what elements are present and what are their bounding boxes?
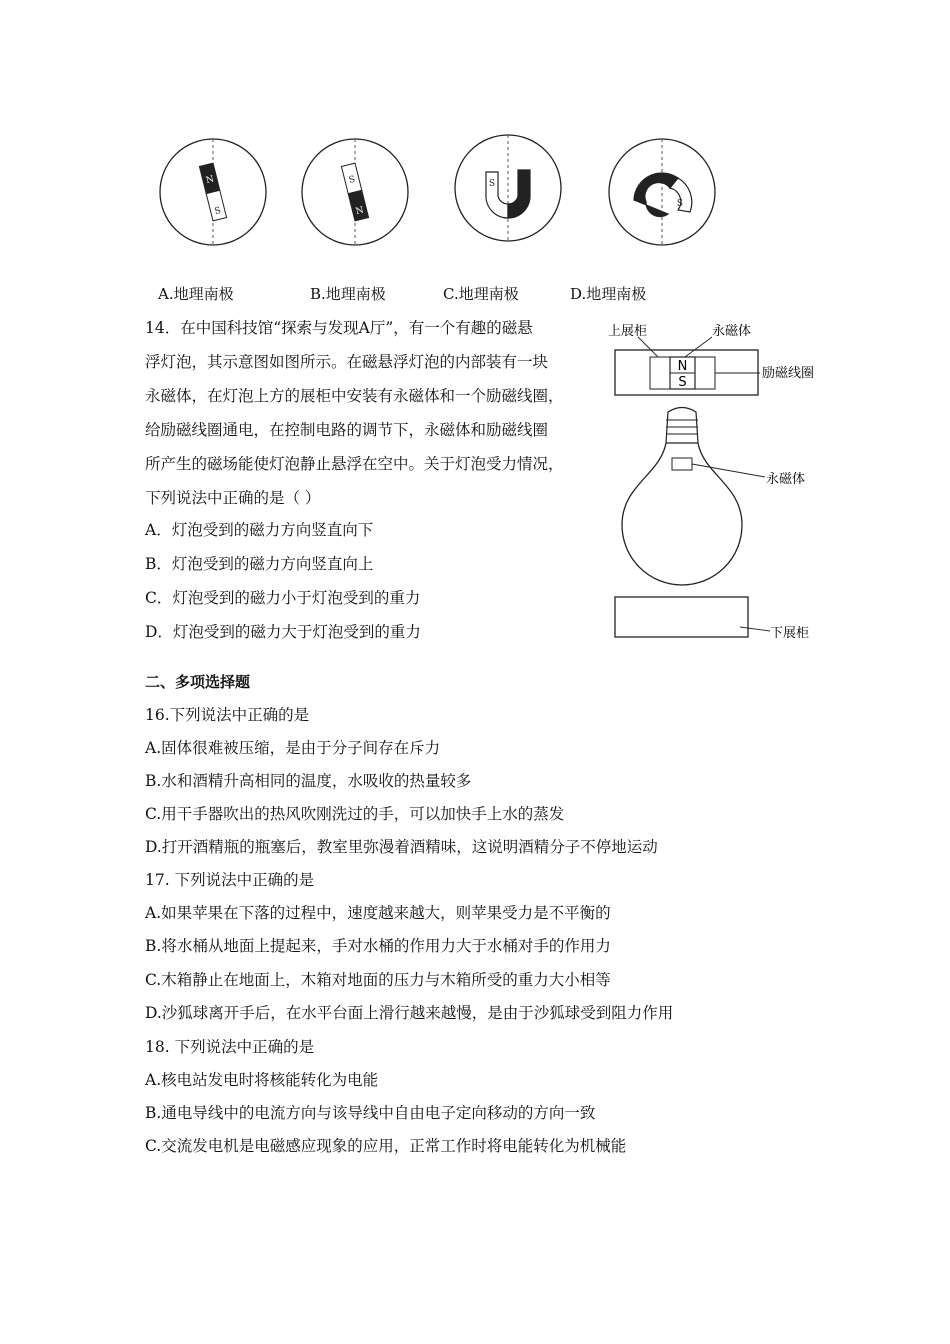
maglev-bulb-diagram [600,315,840,650]
caption-d: D.地理南极 [570,285,647,303]
q18-stem: 18. 下列说法中正确的是 [145,1038,315,1056]
q17-option-b: B.将水桶从地面上提起来，手对水桶的作用力大于水桶对手的作用力 [145,937,611,955]
bulb-magnet [672,458,692,470]
label-magnet-top: 永磁体 [712,324,752,339]
compass-c [455,135,561,241]
q17-stem: 17. 下列说法中正确的是 [145,871,315,889]
q14-line: 浮灯泡，其示意图如图所示。在磁悬浮灯泡的内部装有一块 [145,353,549,371]
caption-a: A.地理南极 [158,285,234,303]
q14-option-a: A．灯泡受到的磁力方向竖直向下 [145,521,374,539]
label-lower-cabinet: 下展柜 [770,626,810,641]
pole-label: S [676,199,684,209]
caption-b: B.地理南极 [310,285,386,303]
q18-option-b: B.通电导线中的电流方向与该导线中自由电子定向移动的方向一致 [145,1104,596,1122]
q18-option-c: C.交流发电机是电磁感应现象的应用，正常工作时将电能转化为机械能 [145,1137,627,1155]
q14-line: 给励磁线圈通电，在控制电路的调节下，永磁体和励磁线圈 [145,421,549,439]
pole-label: S [488,179,496,189]
lower-cabinet-box [615,597,748,637]
pole-label: S [213,205,223,218]
compass-a [160,139,266,245]
q14-line: 14．在中国科技馆“探索与发现A厅”，有一个有趣的磁悬 [145,319,533,337]
q16-option-d: D.打开酒精瓶的瓶塞后，教室里弥漫着酒精味，这说明酒精分子不停地运动 [145,838,658,856]
q14-line: 所产生的磁场能使灯泡静止悬浮在空中。关于灯泡受力情况， [145,455,564,473]
pole-label: N [205,174,216,187]
compass-b [302,139,408,245]
section-title: 二、多项选择题 [145,673,251,691]
q16-option-b: B.水和酒精升高相同的温度，水吸收的热量较多 [145,772,472,790]
pole-label: N [354,205,365,218]
q17-option-d: D.沙狐球离开手后，在水平台面上滑行越来越慢，是由于沙狐球受到阻力作用 [145,1004,674,1022]
q14-line: 永磁体，在灯泡上方的展柜中安装有永磁体和一个励磁线圈， [145,387,564,405]
pole-label: S [347,174,357,186]
coil-left [650,357,670,389]
q16-option-c: C.用干手器吹出的热风吹刚洗过的手，可以加快手上水的蒸发 [145,805,565,823]
q17-option-a: A.如果苹果在下落的过程中，速度越来越大，则苹果受力是不平衡的 [145,904,611,922]
q14-option-b: B．灯泡受到的磁力方向竖直向上 [145,555,374,573]
q17-option-c: C.木箱静止在地面上，木箱对地面的压力与木箱所受的重力大小相等 [145,971,611,989]
magnet-n: N [677,359,688,374]
q18-option-a: A.核电站发电时将核能转化为电能 [145,1071,379,1089]
bulb-base [666,408,698,444]
q14-option-d: D．灯泡受到的磁力大于灯泡受到的重力 [145,623,421,641]
compass-d [609,139,715,245]
q16-stem: 16.下列说法中正确的是 [145,706,310,724]
caption-c: C.地理南极 [443,285,519,303]
q14-option-c: C．灯泡受到的磁力小于灯泡受到的重力 [145,589,421,607]
label-coil: 励磁线圈 [762,366,815,381]
label-magnet-bulb: 永磁体 [766,472,806,487]
q16-option-a: A.固体很难被压缩，是由于分子间存在斥力 [145,739,441,757]
compass-figure [150,120,730,260]
coil-right [695,357,715,389]
q14-line: 下列说法中正确的是（ ） [145,489,321,507]
magnet-s: S [678,375,687,390]
label-upper-cabinet: 上展柜 [608,324,648,339]
